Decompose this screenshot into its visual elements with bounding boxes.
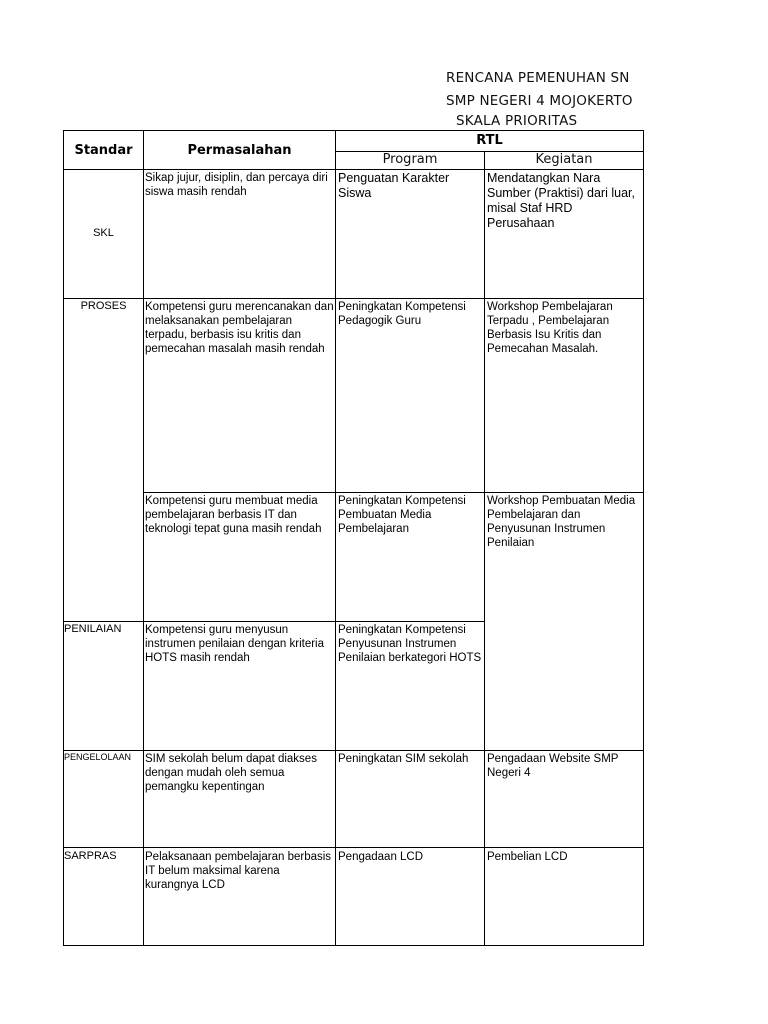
header-permasalahan: Permasalahan xyxy=(187,143,292,158)
document-subtitle: SKALA PRIORITAS xyxy=(456,113,578,129)
header-standar: Standar xyxy=(74,143,133,158)
table-border-left xyxy=(63,130,64,946)
row-divider xyxy=(143,492,644,493)
program-cell: Penguatan Karakter Siswa xyxy=(338,171,450,200)
column-divider xyxy=(143,130,144,946)
standar-proses: PROSES xyxy=(80,300,127,312)
kegiatan-cell: Workshop Pembelajaran Terpadu , Pembelajaran Berbasis Isu Kritis dan Pemecahan Masalah. xyxy=(487,301,613,355)
standar-sarpras: SARPRAS xyxy=(64,850,117,862)
permasalahan-cell: Sikap jujur, disiplin, dan percaya diri siswa masih rendah xyxy=(145,172,328,198)
standar-pengelolaan: PENGELOLAAN xyxy=(64,752,132,762)
program-cell: Peningkatan Kompetensi Pembuatan Media Pembelajaran xyxy=(338,495,466,535)
table-border-top xyxy=(63,130,644,131)
kegiatan-cell: Pembelian LCD xyxy=(487,851,568,863)
permasalahan-cell: Kompetensi guru membuat media pembelajaran berbasis IT dan teknologi tepat guna masih rendah xyxy=(145,495,322,535)
row-divider xyxy=(63,847,644,848)
row-divider xyxy=(63,298,644,299)
header-program: Program xyxy=(382,152,438,167)
column-divider xyxy=(335,130,336,946)
column-divider xyxy=(484,151,485,946)
permasalahan-cell: Kompetensi guru merencanakan dan melaksanakan pembelajaran terpadu, berbasis isu kritis dan pemecahan masalah masih rendah xyxy=(145,301,334,355)
program-cell: Peningkatan Kompetensi Pedagogik Guru xyxy=(338,301,466,327)
kegiatan-cell: Workshop Pembuatan Media Pembelajaran dan Penyusunan Instrumen Penilaian xyxy=(487,495,636,549)
school-name: SMP NEGERI 4 MOJOKERTO xyxy=(446,93,633,109)
row-divider xyxy=(63,621,485,622)
permasalahan-cell: SIM sekolah belum dapat diakses dengan mudah oleh semua pemangku kepentingan xyxy=(145,753,317,793)
header-rtl: RTL xyxy=(476,133,503,148)
standar-skl: SKL xyxy=(93,227,114,239)
kegiatan-cell: Pengadaan Website SMP Negeri 4 xyxy=(487,753,619,779)
header-bottom xyxy=(63,169,644,170)
standar-penilaian: PENILAIAN xyxy=(64,623,122,635)
permasalahan-cell: Kompetensi guru menyusun instrumen penilaian dengan kriteria HOTS masih rendah xyxy=(145,624,324,664)
program-cell: Peningkatan Kompetensi Penyusunan Instrumen Penilaian berkategori HOTS xyxy=(338,624,482,664)
document-title: RENCANA PEMENUHAN SN xyxy=(446,70,630,86)
row-divider xyxy=(63,750,644,751)
program-cell: Pengadaan LCD xyxy=(338,851,424,863)
header-kegiatan: Kegiatan xyxy=(535,152,593,167)
table-border-bottom xyxy=(63,945,644,946)
permasalahan-cell: Pelaksanaan pembelajaran berbasis IT belum maksimal karena kurangnya LCD xyxy=(145,851,332,891)
table-border-right xyxy=(643,130,644,946)
kegiatan-cell: Mendatangkan Nara Sumber (Praktisi) dari luar, misal Staf HRD Perusahaan xyxy=(487,171,635,230)
program-cell: Peningkatan SIM sekolah xyxy=(338,753,469,765)
